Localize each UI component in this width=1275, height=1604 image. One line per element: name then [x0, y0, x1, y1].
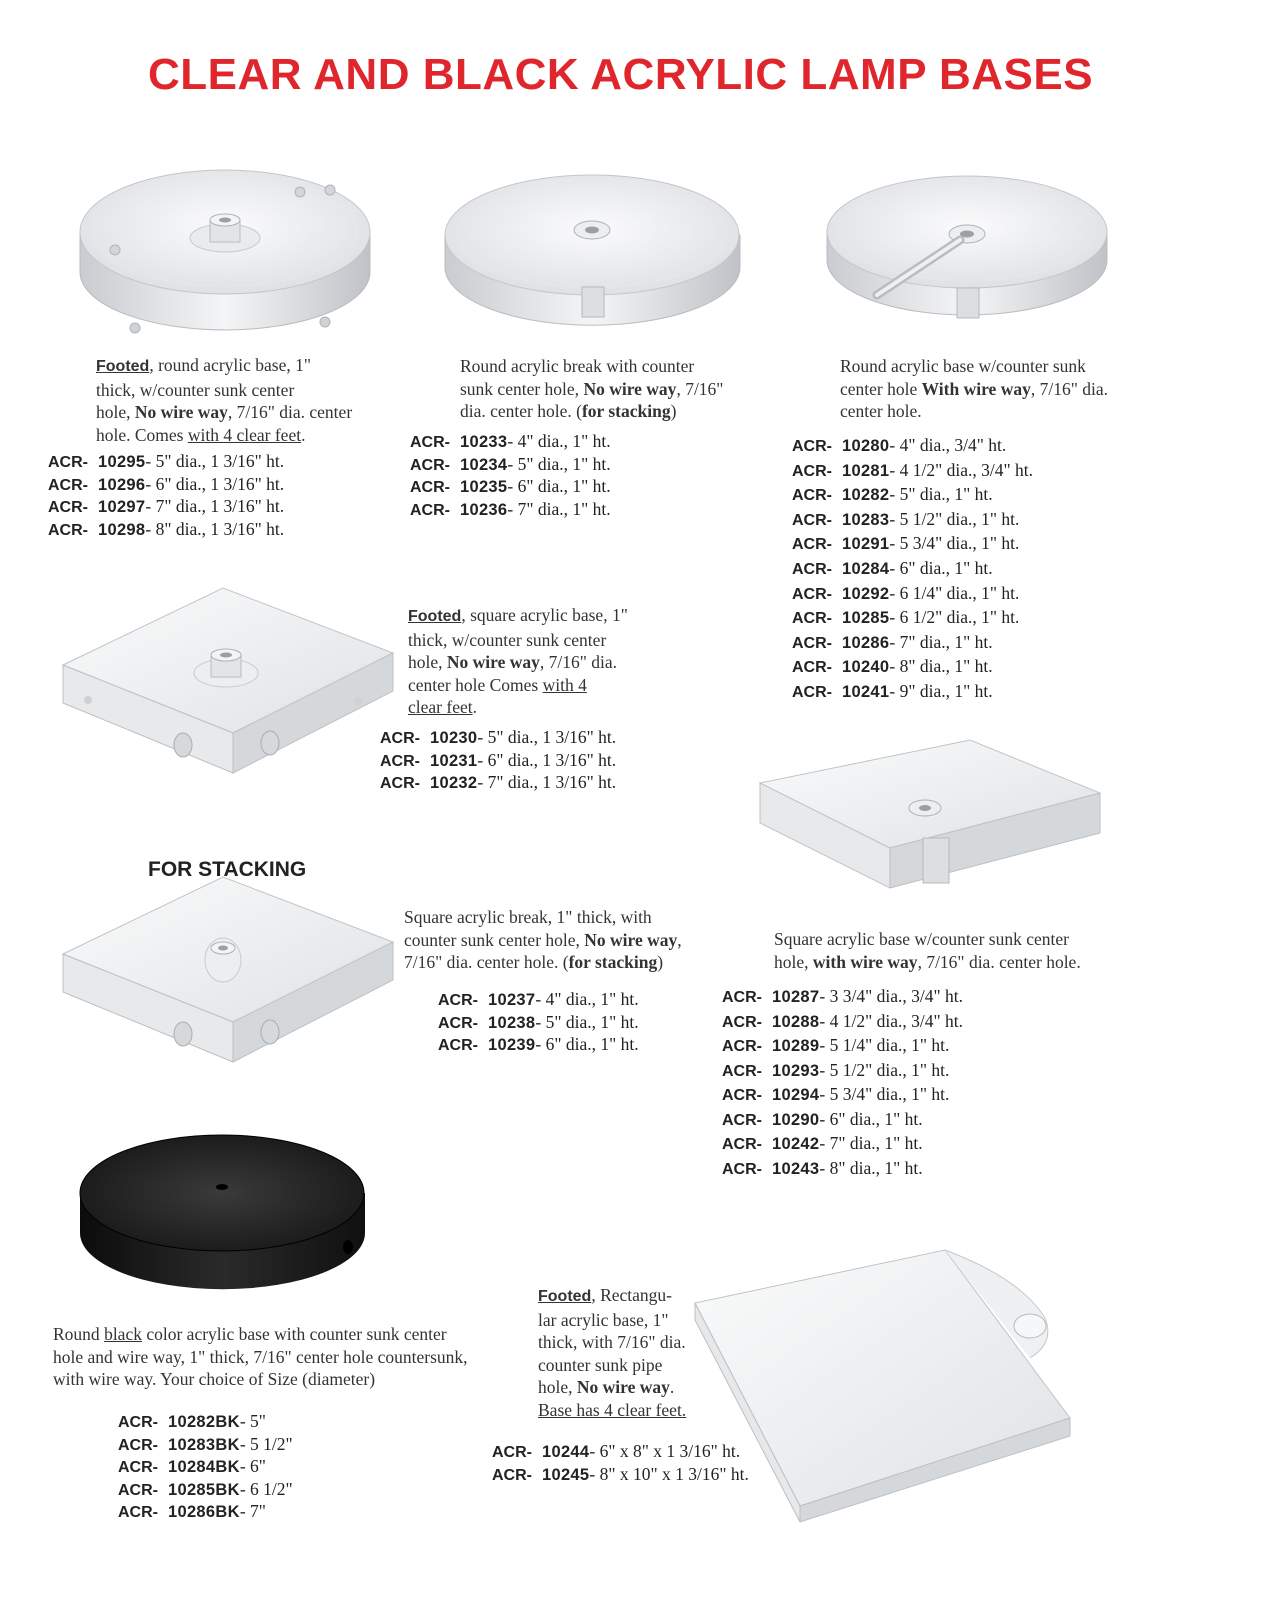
- sku-code: 10234: [460, 455, 508, 474]
- product-code-item: [792, 605, 1033, 630]
- sku-prefix: ACR-: [792, 487, 832, 505]
- sku-prefix: ACR-: [118, 1414, 158, 1431]
- sku-prefix: ACR-: [792, 511, 832, 529]
- desc-text: , 7/16" dia. center: [227, 402, 353, 422]
- sku-code: 10283BK: [168, 1435, 240, 1454]
- product-code-item: [118, 1500, 293, 1523]
- size-spec: - 5" dia., 1" ht.: [507, 453, 611, 474]
- desc-text: hole,: [538, 1377, 577, 1397]
- sku-code: 10289: [772, 1037, 820, 1055]
- product-code-item: [48, 495, 284, 518]
- product-code-item: [438, 1011, 639, 1034]
- desc-text: hole,: [96, 402, 135, 422]
- size-spec: - 6 1/2": [239, 1478, 293, 1499]
- square-wireway-description: [774, 928, 1114, 973]
- no-wire-way-text: No wire way: [576, 1377, 670, 1397]
- footed-round-description: [96, 354, 376, 446]
- footed-round-base-image: [75, 150, 375, 345]
- round-break-list: [410, 430, 611, 520]
- product-code-item: [722, 1082, 963, 1107]
- product-code-item: [722, 1156, 963, 1181]
- desc-text: center hole.: [840, 401, 922, 421]
- clear-feet-text: Base has 4 clear feet.: [538, 1399, 687, 1420]
- clear-feet-text: with 4 clear feet: [187, 424, 302, 445]
- sku-prefix: ACR-: [722, 1111, 762, 1129]
- product-code-item: [792, 581, 1033, 606]
- with-wire-way-text: With wire way: [921, 378, 1031, 399]
- sku-prefix: ACR-: [792, 536, 832, 554]
- size-spec: - 4 1/2" dia., 3/4" ht.: [819, 1010, 963, 1031]
- product-code-item: [118, 1433, 293, 1456]
- size-spec: - 5" dia., 1 3/16" ht.: [145, 451, 285, 471]
- size-spec: - 6": [239, 1456, 266, 1477]
- sku-code: 10294: [772, 1086, 820, 1104]
- size-spec: - 6 1/2" dia., 1" ht.: [889, 607, 1020, 628]
- product-code-item: [438, 1033, 639, 1056]
- product-code-item: [118, 1455, 293, 1478]
- sku-code: 10298: [98, 520, 146, 539]
- desc-text: hole,: [408, 652, 447, 672]
- desc-text: , 7/16": [676, 378, 724, 399]
- sku-code: 10240: [842, 658, 890, 677]
- desc-text: thick, w/counter sunk center: [408, 629, 607, 650]
- product-code-item: [48, 450, 284, 473]
- clear-feet-text: clear feet: [408, 697, 473, 717]
- size-spec: - 5": [239, 1411, 266, 1431]
- footed-rect-list: [492, 1440, 749, 1485]
- product-code-item: [792, 679, 1033, 704]
- sku-code: 10231: [430, 751, 478, 770]
- desc-text: Round acrylic break with counter: [460, 356, 695, 376]
- product-code-item: [792, 458, 1033, 483]
- product-code-item: [722, 1107, 963, 1132]
- sku-code: 10293: [772, 1061, 820, 1080]
- sku-code: 10287: [772, 988, 820, 1006]
- for-stacking-text: for stacking: [581, 401, 671, 421]
- round-black-base-image: [75, 1125, 370, 1300]
- product-code-item: [48, 518, 284, 541]
- product-code-item: [792, 556, 1033, 581]
- sku-code: 10291: [842, 535, 890, 554]
- size-spec: - 8" dia., 1" ht.: [819, 1157, 923, 1178]
- desc-text: counter sunk center hole,: [404, 929, 585, 950]
- sku-prefix: ACR-: [118, 1436, 158, 1454]
- sku-prefix: ACR-: [722, 1136, 762, 1153]
- product-code-item: [410, 453, 611, 476]
- sku-code: 10281: [842, 461, 890, 480]
- sku-code: 10238: [488, 1013, 536, 1032]
- product-code-item: [722, 1009, 963, 1034]
- footed-label: Footed: [408, 608, 462, 625]
- sku-code: 10285: [842, 609, 890, 628]
- product-code-item: [118, 1410, 293, 1433]
- sku-prefix: ACR-: [792, 462, 832, 480]
- sku-prefix: ACR-: [410, 479, 450, 497]
- sku-code: 10237: [488, 991, 536, 1009]
- sku-prefix: ACR-: [48, 476, 88, 494]
- no-wire-way-text: No wire way: [583, 378, 677, 399]
- size-spec: - 5" dia., 1" ht.: [889, 484, 993, 505]
- size-spec: - 6" dia., 1" ht.: [889, 557, 993, 578]
- no-wire-way-text: No wire way: [584, 929, 678, 950]
- round-break-description: [460, 355, 750, 423]
- size-spec: - 5 1/2" dia., 1" ht.: [889, 508, 1020, 529]
- sku-prefix: ACR-: [792, 438, 832, 455]
- desc-text: Round: [53, 1324, 105, 1344]
- product-code-item: [380, 726, 616, 749]
- size-spec: - 6" dia., 1" ht.: [819, 1108, 923, 1129]
- sku-prefix: ACR-: [380, 775, 420, 793]
- desc-text: , round acrylic base, 1": [149, 355, 311, 375]
- with-wire-way-text: with wire way: [812, 951, 918, 972]
- sku-code: 10242: [772, 1135, 820, 1153]
- sku-prefix: ACR-: [48, 454, 88, 471]
- sku-code: 10282: [842, 486, 890, 505]
- sku-prefix: ACR-: [118, 1504, 158, 1522]
- product-code-item: [410, 475, 611, 498]
- round-wireway-base-image: [822, 160, 1112, 335]
- size-spec: - 5" dia., 1 3/16" ht.: [477, 727, 617, 747]
- sku-code: 10236: [460, 500, 508, 519]
- size-spec: - 5 1/4" dia., 1" ht.: [819, 1035, 950, 1055]
- sku-prefix: ACR-: [438, 992, 478, 1009]
- size-spec: - 6" dia., 1" ht.: [507, 476, 611, 497]
- product-code-item: [492, 1463, 749, 1486]
- sku-prefix: ACR-: [722, 1013, 762, 1031]
- product-code-item: [792, 630, 1033, 655]
- sku-code: 10288: [772, 1012, 820, 1031]
- desc-text: center hole Comes: [408, 674, 543, 695]
- product-code-item: [792, 433, 1033, 458]
- size-spec: - 7" dia., 1" ht.: [819, 1133, 923, 1153]
- product-code-item: [410, 430, 611, 453]
- sku-code: 10286BK: [168, 1503, 240, 1522]
- desc-text: , 7/16" dia.: [539, 652, 618, 672]
- round-wireway-description: [840, 355, 1130, 423]
- size-spec: - 5 1/2": [239, 1433, 293, 1454]
- size-spec: - 7" dia., 1 3/16" ht.: [145, 496, 285, 517]
- sku-code: 10244: [542, 1443, 590, 1461]
- sku-code: 10235: [460, 478, 508, 497]
- sku-code: 10292: [842, 584, 890, 603]
- sku-code: 10232: [430, 774, 478, 793]
- desc-text: , square acrylic base, 1": [461, 605, 628, 625]
- desc-text: dia. center hole. (: [460, 401, 582, 421]
- sku-prefix: ACR-: [118, 1459, 158, 1477]
- desc-text: with wire way. Your choice of Size (diameter): [53, 1369, 376, 1389]
- product-code-item: [792, 482, 1033, 507]
- product-code-item: [722, 984, 963, 1009]
- desc-text: hole and wire way, 1" thick, 7/16" center hole countersunk,: [53, 1346, 468, 1367]
- square-wireway-base-image: [755, 738, 1105, 898]
- sku-prefix: ACR-: [792, 683, 832, 701]
- size-spec: - 4 1/2" dia., 3/4" ht.: [889, 459, 1033, 480]
- size-spec: - 4" dia., 1" ht.: [535, 989, 639, 1009]
- sku-code: 10230: [430, 729, 478, 747]
- sku-prefix: ACR-: [722, 1062, 762, 1080]
- sku-code: 10290: [772, 1110, 820, 1129]
- desc-text: Round acrylic base w/counter sunk: [840, 356, 1086, 376]
- desc-text: ): [670, 401, 677, 421]
- for-stacking-text: for stacking: [568, 952, 658, 972]
- size-spec: - 3 3/4" dia., 3/4" ht.: [819, 986, 963, 1006]
- square-wireway-list: [722, 984, 963, 1180]
- product-code-item: [380, 771, 616, 794]
- sku-prefix: ACR-: [792, 610, 832, 628]
- desc-text: color acrylic base with counter sunk center: [141, 1324, 447, 1344]
- sku-code: 10233: [460, 433, 508, 451]
- size-spec: - 6" dia., 1 3/16" ht.: [145, 473, 285, 494]
- footed-square-base-image: [58, 583, 398, 783]
- sku-prefix: ACR-: [48, 499, 88, 517]
- desc-text: .: [301, 424, 306, 445]
- sku-prefix: ACR-: [722, 1038, 762, 1055]
- size-spec: - 5 1/2" dia., 1" ht.: [819, 1059, 950, 1080]
- sku-code: 10284: [842, 559, 890, 578]
- desc-text: hole. Comes: [96, 424, 188, 445]
- size-spec: - 5" dia., 1" ht.: [535, 1011, 639, 1032]
- size-spec: - 4" dia., 1" ht.: [507, 431, 611, 451]
- desc-text: ,: [677, 929, 682, 950]
- sku-code: 10285BK: [168, 1480, 240, 1499]
- sku-code: 10243: [772, 1159, 820, 1178]
- footed-round-list: [48, 450, 284, 540]
- size-spec: - 5 3/4" dia., 1" ht.: [889, 533, 1020, 554]
- desc-text: 7/16" dia. center hole. (: [404, 952, 569, 972]
- footed-square-list: [380, 726, 616, 794]
- round-break-image: [440, 155, 745, 345]
- product-code-item: [410, 498, 611, 521]
- desc-text: , Rectangu-: [591, 1285, 672, 1305]
- sku-prefix: ACR-: [118, 1481, 158, 1499]
- sku-prefix: ACR-: [492, 1444, 532, 1461]
- size-spec: - 5 3/4" dia., 1" ht.: [819, 1084, 950, 1104]
- desc-text: Square acrylic break, 1" thick, with: [404, 907, 652, 927]
- sku-code: 10239: [488, 1036, 536, 1055]
- for-stacking-heading: FOR STACKING: [148, 858, 307, 881]
- no-wire-way-text: No wire way: [446, 652, 540, 672]
- desc-text: .: [472, 697, 477, 717]
- sku-prefix: ACR-: [722, 1160, 762, 1178]
- product-code-item: [722, 1058, 963, 1083]
- footed-rect-description: [538, 1284, 698, 1421]
- sku-prefix: ACR-: [792, 634, 832, 652]
- desc-text: center hole: [840, 378, 922, 399]
- square-break-image: [58, 872, 398, 1072]
- round-black-list: [118, 1410, 293, 1523]
- sku-code: 10284BK: [168, 1458, 240, 1477]
- size-spec: - 8" x 10" x 1 3/16" ht.: [589, 1463, 749, 1484]
- page-title: CLEAR AND BLACK ACRYLIC LAMP BASES: [148, 50, 1094, 99]
- square-break-description: [404, 906, 704, 974]
- sku-prefix: ACR-: [410, 501, 450, 519]
- sku-code: 10295: [98, 453, 146, 471]
- size-spec: - 7" dia., 1" ht.: [507, 498, 611, 519]
- sku-code: 10282BK: [168, 1413, 240, 1431]
- size-spec: - 6" x 8" x 1 3/16" ht.: [589, 1441, 741, 1461]
- product-code-item: [48, 473, 284, 496]
- clear-feet-text: with 4: [542, 674, 587, 695]
- sku-prefix: ACR-: [792, 585, 832, 603]
- sku-prefix: ACR-: [792, 560, 832, 578]
- sku-prefix: ACR-: [410, 434, 450, 451]
- no-wire-way-text: No wire way: [134, 402, 228, 422]
- desc-text: sunk center hole,: [460, 378, 584, 399]
- sku-prefix: ACR-: [438, 1037, 478, 1055]
- desc-text: thick, with 7/16" dia.: [538, 1332, 686, 1352]
- product-code-item: [118, 1478, 293, 1501]
- footed-label: Footed: [96, 358, 150, 375]
- size-spec: - 9" dia., 1" ht.: [889, 680, 993, 701]
- sku-prefix: ACR-: [48, 521, 88, 539]
- sku-prefix: ACR-: [410, 456, 450, 474]
- size-spec: - 6" dia., 1 3/16" ht.: [477, 749, 617, 770]
- size-spec: - 6" dia., 1" ht.: [535, 1034, 639, 1055]
- product-code-item: [722, 1131, 963, 1156]
- size-spec: - 8" dia., 1" ht.: [889, 656, 993, 677]
- desc-text: .: [669, 1377, 675, 1397]
- desc-text: hole,: [774, 951, 813, 972]
- size-spec: - 8" dia., 1 3/16" ht.: [145, 518, 285, 539]
- sku-code: 10245: [542, 1465, 590, 1484]
- size-spec: - 7" dia., 1 3/16" ht.: [477, 772, 617, 793]
- desc-text: thick, w/counter sunk center: [96, 379, 295, 400]
- sku-code: 10280: [842, 437, 890, 455]
- sku-code: 10296: [98, 475, 146, 494]
- sku-prefix: ACR-: [722, 1087, 762, 1104]
- sku-code: 10241: [842, 682, 890, 701]
- sku-code: 10297: [98, 498, 146, 517]
- desc-text: ): [657, 952, 664, 972]
- sku-prefix: ACR-: [380, 752, 420, 770]
- desc-text: lar acrylic base, 1": [538, 1309, 669, 1330]
- desc-text: , 7/16" dia.: [1030, 378, 1108, 399]
- round-black-description: [53, 1323, 493, 1391]
- footed-label: Footed: [538, 1288, 592, 1305]
- sku-prefix: ACR-: [492, 1466, 532, 1484]
- product-code-item: [792, 654, 1033, 679]
- product-code-item: [380, 749, 616, 772]
- desc-text: counter sunk pipe: [538, 1354, 663, 1375]
- black-text: black: [104, 1324, 142, 1344]
- product-code-item: [792, 507, 1033, 532]
- size-spec: - 4" dia., 3/4" ht.: [889, 435, 1007, 455]
- round-wireway-list: [792, 433, 1033, 704]
- desc-text: , 7/16" dia. center hole.: [917, 951, 1081, 972]
- sku-code: 10283: [842, 510, 890, 529]
- size-spec: - 7" dia., 1" ht.: [889, 631, 993, 652]
- sku-prefix: ACR-: [438, 1014, 478, 1032]
- product-code-item: [492, 1440, 749, 1463]
- product-code-item: [792, 531, 1033, 556]
- sku-code: 10286: [842, 633, 890, 652]
- size-spec: - 6 1/4" dia., 1" ht.: [889, 582, 1020, 603]
- square-break-list: [438, 988, 639, 1056]
- desc-text: Square acrylic base w/counter sunk center: [774, 929, 1069, 949]
- product-code-item: [438, 988, 639, 1011]
- sku-prefix: ACR-: [380, 730, 420, 747]
- sku-prefix: ACR-: [722, 989, 762, 1006]
- size-spec: - 7": [239, 1501, 266, 1522]
- sku-prefix: ACR-: [792, 659, 832, 677]
- product-code-item: [722, 1033, 963, 1058]
- footed-square-description: [408, 604, 668, 719]
